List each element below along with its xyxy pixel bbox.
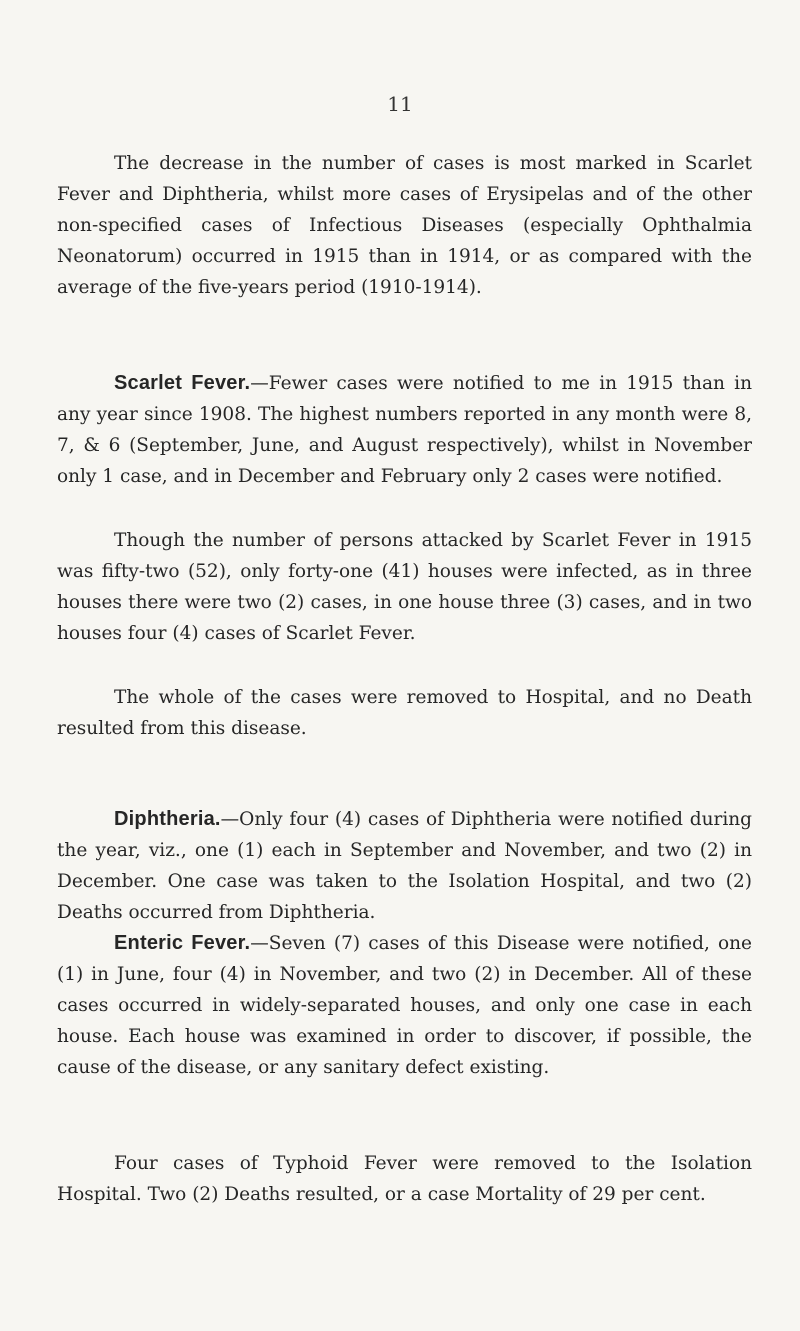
enteric-fever-paragraph [57,928,752,1083]
diphtheria-paragraph [57,804,752,928]
scarlet-fever-persons-paragraph: Though the number of persons attacked by Scarlet Fever in 1915 was fifty-two (52), only forty-one (41) houses were infected, as in three houses there were two (2) cases, in one house three (3) cases, and in two houses four (4) cases of Scarlet Fever. [57,530,752,644]
enteric-fever-heading: Enteric Fever. [114,932,251,954]
diphtheria-heading: Diphtheria. [114,808,221,830]
enteric-fever-text: —Seven (7) cases of this Disease were notified, one (1) in June, four (4) in November, and two (2) in December. All of these cases occurred in widely-separated houses, and only one case in each house. Each house was examined in order to discover, if possible, the cause of the disease, or any sanitary defect existing. [57,933,752,1078]
intro-paragraph: The decrease in the number of cases is most marked in Scarlet Fever and Diphtheria, whilst more cases of Erysipelas and of the other non-specified cases of Infectious Diseases (especially Ophthalmia Neonatorum) occurred in 1915 than in 1914, or as compared with the average of the five-years period (1910-1914). [57,153,752,298]
scarlet-fever-removed-paragraph: The whole of the cases were removed to Hospital, and no Death resulted from this disease. [57,687,752,739]
scarlet-fever-text: —Fewer cases were notified to me in 1915 than in any year since 1908. The highest numbers reported in any month were 8, 7, & 6 (September, June, and August respectively), whilst in November only 1 case, and in December and February only 2 cases were notified. [57,373,752,487]
scarlet-fever-heading: Scarlet Fever. [114,372,251,394]
scarlet-fever-paragraph [57,368,752,492]
typhoid-paragraph: Four cases of Typhoid Fever were removed to the Isolation Hospital. Two (2) Deaths resulted, or a case Mortality of 29 per cent. [57,1153,752,1205]
diphtheria-text: —Only four (4) cases of Diphtheria were notified during the year, viz., one (1) each in September and November, and two (2) in December. One case was taken to the Isolation Hospital, and two (2) Deaths occurred from Diphtheria. [57,809,752,923]
page-number: 11 [387,92,413,116]
